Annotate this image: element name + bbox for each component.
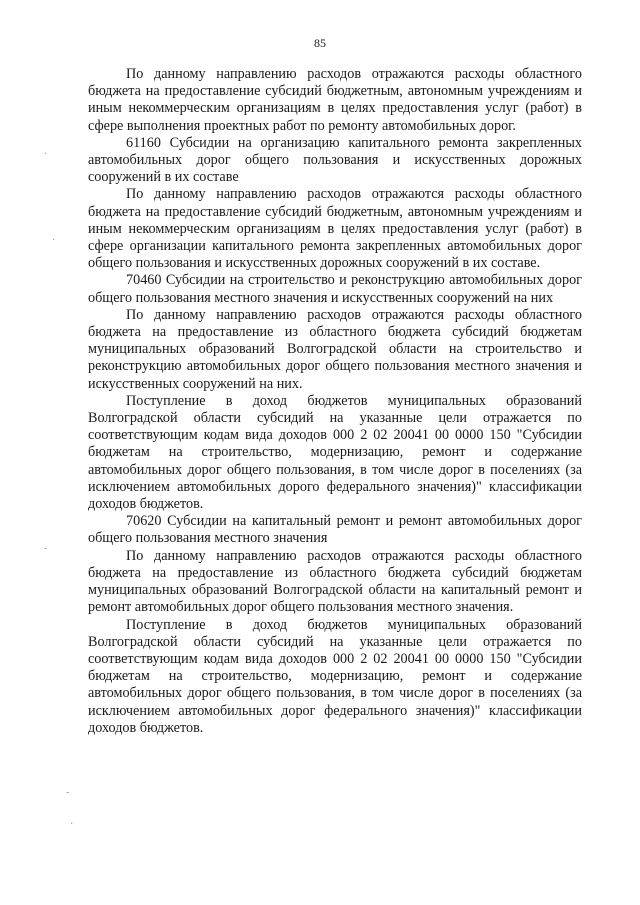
paragraph-description: По данному направлению расходов отражаются расходы областного бюджета на предоставление субсидий бюджетным, автономным учреждениям и иным некоммерческим организациям в целях предоставления услуг (работ) в сфере выполнения проектных работ по ремонту автомобильных дорог. (88, 66, 582, 134)
scan-mark: · (52, 235, 56, 246)
paragraph-description: По данному направлению расходов отражаются расходы областного бюджета на предоставление субсидий бюджетным, автономным учреждениям и иным некоммерческим организациям в целях предоставления услуг (работ) в сфере организации капитального ремонта закрепленных автомобильных дорог общего пользования и искусственных дорожных сооружений в их составе. (88, 186, 582, 272)
scan-mark: · (44, 149, 48, 160)
section-heading-61160: 61160 Субсидии на организацию капитального ремонта закрепленных автомобильных дорог общего пользования и искусственных дорожных сооружений в их составе (88, 134, 582, 186)
scan-mark: - (66, 787, 70, 798)
paragraph-description: По данному направлению расходов отражаются расходы областного бюджета на предоставление из областного бюджета субсидий бюджетам муниципальных образований Волгоградской области на строительство и реконструкцию автомобильных дорог общего пользования местного значения и искусственных сооружений на них. (88, 306, 582, 392)
scan-mark: - (44, 543, 48, 554)
paragraph-description: По данному направлению расходов отражаются расходы областного бюджета на предоставление из областного бюджета субсидий бюджетам муниципальных образований Волгоградской области на капитальный ремонт и ремонт автомобильных дорог общего пользования местного значения. (88, 547, 582, 616)
paragraph-revenue-code: Поступление в доход бюджетов муниципальных образований Волгоградской области субсидий на указанные цели отражается по соответствующим кодам вида доходов 000 2 02 20041 00 0000 150 "Субсидии бюджетам на строительство, модернизацию, ремонт и содержание автомобильных дорог общего пользования, в том числе дорог в поселениях (за исключением автомобильных дорог федерального значения)" классификации доходов бюджетов. (88, 616, 582, 736)
section-heading-70620: 70620 Субсидии на капитальный ремонт и ремонт автомобильных дорог общего пользования местного значения (88, 513, 582, 547)
paragraph-revenue-code: Поступление в доход бюджетов муниципальных образований Волгоградской области субсидий на указанные цели отражается по соответствующим кодам вида доходов 000 2 02 20041 00 0000 150 "Субсидии бюджетам на строительство, модернизацию, ремонт и содержание автомобильных дорог общего пользования, в том числе дорог в поселениях (за исключением автомобильных дорого федерального значения)" классификации доходов бюджетов. (88, 392, 582, 513)
page-number: 85 (314, 36, 326, 50)
section-heading-70460: 70460 Субсидии на строительство и реконструкцию автомобильных дорог общего пользования местного значения и искусственных сооружений на них (88, 272, 582, 306)
document-body (88, 66, 582, 737)
scan-mark: · (70, 819, 74, 830)
